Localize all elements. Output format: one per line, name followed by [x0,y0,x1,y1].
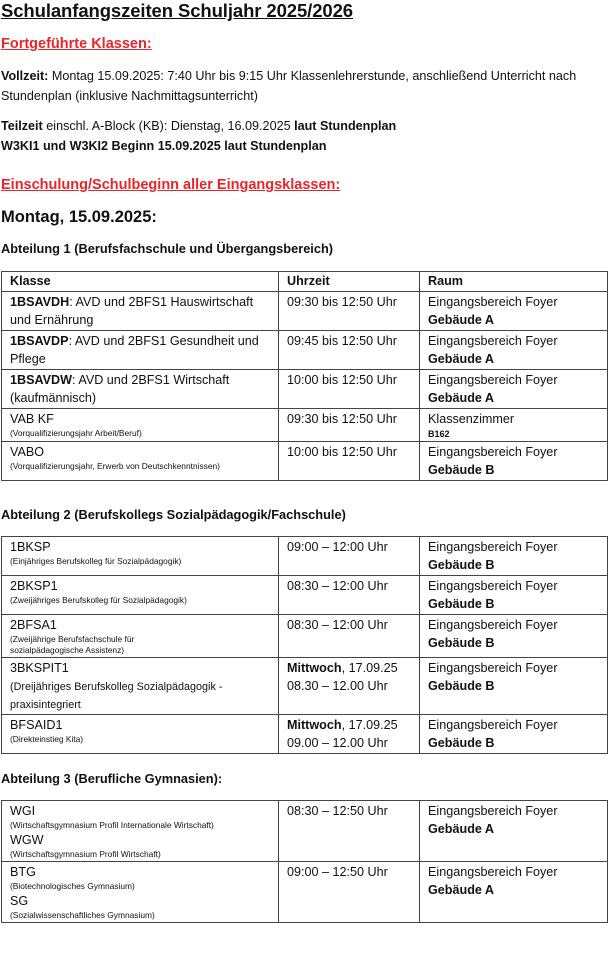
class-desc: (Wirtschaftsgymnasium Profil Wirtschaft) [10,849,161,859]
room-cell [420,658,608,715]
class-cell [2,409,279,442]
room-name: Klassenzimmer [428,412,515,426]
class-desc: (Sozialwissenschaftliches Gymnasium) [10,910,155,920]
room-cell [420,576,608,615]
class-code: 3BKSPIT1 [10,661,69,675]
dept2-heading: Abteilung 2 (Berufskollegs Sozialpädagogik/Fachschule) [1,507,346,522]
room-cell [420,862,608,923]
class-cell [2,801,279,862]
table-row [2,537,608,576]
col-header-class: Klasse [2,272,279,292]
class-code: 1BKSP [10,540,51,554]
table-row [2,658,608,715]
class-cell [2,576,279,615]
start-day: Montag, 15.09.2025: [1,208,157,226]
room-name: Eingangsbereich Foyer [428,718,558,732]
time-cell [279,715,420,754]
fulltime-paragraph [1,66,607,106]
room-number: B162 [428,429,450,439]
time-cell: 09:30 bis 12:50 Uhr [279,292,420,331]
class-cell [2,292,279,331]
time-cell: 10:00 bis 12:50 Uhr [279,370,420,409]
class-desc: (Zweijähriges Berufskolleg für Sozialpädagogik) [10,595,187,605]
class-desc: (Dreijähriges Berufskolleg Sozialpädagogik - praxisintegriert [10,681,223,711]
parttime-text: einschl. A-Block (KB): Dienstag, 16.09.2025 [42,119,295,133]
room-name: Eingangsbereich Foyer [428,295,558,309]
time-cell: 08:30 – 12:50 Uhr [279,801,420,862]
parttime-label: Teilzeit [1,119,43,133]
class-cell [2,537,279,576]
class-desc: : AVD und 2BFS1 Hauswirtschaft und Ernährung [10,295,254,327]
page-title: Schulanfangszeiten Schuljahr 2025/2026 [1,0,353,21]
weekday: Mittwoch [287,718,342,732]
class-code: BFSAID1 [10,718,63,732]
room-cell [420,370,608,409]
class-code: SG [10,894,29,908]
class-code: WGI [10,804,36,818]
time-cell: 10:00 bis 12:50 Uhr [279,442,420,481]
room-cell [420,615,608,658]
class-code: VABO [10,445,45,459]
table-row [2,862,608,923]
class-cell [2,658,279,715]
class-desc: : AVD und 2BFS1 Wirtschaft (kaufmännisch) [10,373,230,405]
building: Gebäude B [428,736,495,750]
class-cell [2,715,279,754]
table-row [2,801,608,862]
dept3-heading: Abteilung 3 (Berufliche Gymnasien): [1,771,223,786]
class-desc: (Direkteinstieg Kita) [10,734,84,744]
col-header-time: Uhrzeit [279,272,420,292]
class-code: VAB KF [10,412,54,426]
time-cell [279,658,420,715]
building: Gebäude A [428,883,495,897]
class-code: 1BSAVDP [10,334,69,348]
room-cell [420,292,608,331]
building: Gebäude A [428,391,495,405]
building: Gebäude A [428,352,495,366]
room-name: Eingangsbereich Foyer [428,373,558,387]
room-name: Eingangsbereich Foyer [428,804,558,818]
time-range: 08.30 – 12.00 Uhr [287,679,388,693]
class-code: BTG [10,865,36,879]
class-cell [2,442,279,481]
room-cell [420,801,608,862]
room-cell [420,331,608,370]
room-name: Eingangsbereich Foyer [428,579,558,593]
time-cell: 08:30 – 12:00 Uhr [279,576,420,615]
room-name: Eingangsbereich Foyer [428,865,558,879]
dept1-table [1,271,608,481]
class-code: 2BFSA1 [10,618,57,632]
time-cell: 08:30 – 12:00 Uhr [279,615,420,658]
class-cell [2,370,279,409]
class-desc: (Wirtschaftsgymnasium Profil Internationale Wirtschaft) [10,820,214,830]
table-row [2,370,608,409]
room-name: Eingangsbereich Foyer [428,618,558,632]
building: Gebäude B [428,679,495,693]
time-cell: 09:30 bis 12:50 Uhr [279,409,420,442]
building: Gebäude B [428,636,495,650]
table-row [2,409,608,442]
class-code: 2BKSP1 [10,579,58,593]
room-name: Eingangsbereich Foyer [428,445,558,459]
time-cell: 09:00 – 12:00 Uhr [279,537,420,576]
time-range: 09.00 – 12.00 Uhr [287,736,388,750]
table-row [2,442,608,481]
class-desc: (Biotechnologisches Gymnasium) [10,881,135,891]
table-row [2,576,608,615]
building: Gebäude A [428,313,495,327]
building: Gebäude B [428,597,495,611]
class-desc: (Vorqualifizierungsjahr Arbeit/Beruf) [10,428,142,438]
fulltime-text: Montag 15.09.2025: 7:40 Uhr bis 9:15 Uhr Klassenlehrerstunde, anschließend Unterricht nach Stundenplan (inklusive Nachmittagsunterricht) [1,69,577,103]
time-cell: 09:00 – 12:50 Uhr [279,862,420,923]
dept1-heading: Abteilung 1 (Berufsfachschule und Übergangsbereich) [1,241,334,256]
class-cell [2,331,279,370]
date: , 17.09.25 [341,718,398,732]
room-cell [420,442,608,481]
entry-classes-heading: Einschulung/Schulbeginn aller Eingangsklassen: [1,177,341,193]
room-cell [420,537,608,576]
class-desc: (Zweijährige Berufsfachschule für sozialpädagogische Assistenz) [10,634,135,655]
class-desc: (Einjähriges Berufskolleg für Sozialpädagogik) [10,556,182,566]
class-cell [2,615,279,658]
time-cell: 09:45 bis 12:50 Uhr [279,331,420,370]
class-desc: (Vorqualifizierungsjahr, Erwerb von Deutschkenntnissen) [10,461,220,471]
date: , 17.09.25 [341,661,398,675]
building: Gebäude A [428,822,495,836]
room-name: Eingangsbereich Foyer [428,540,558,554]
table-row [2,292,608,331]
room-cell [420,409,608,442]
continued-classes-heading: Fortgeführte Klassen: [1,36,152,52]
class-code: 1BSAVDH [10,295,70,309]
weekday: Mittwoch [287,661,342,675]
class-code: 1BSAVDW [10,373,73,387]
room-cell [420,715,608,754]
room-name: Eingangsbereich Foyer [428,334,558,348]
table-row [2,615,608,658]
w3-line: W3KI1 und W3KI2 Beginn 15.09.2025 laut Stundenplan [1,139,327,153]
fulltime-label: Vollzeit: [1,69,49,83]
table-header-row [2,272,608,292]
class-cell [2,862,279,923]
class-code: WGW [10,833,44,847]
parttime-tail: laut Stundenplan [294,119,397,133]
table-row [2,331,608,370]
table-row [2,715,608,754]
building: Gebäude B [428,463,495,477]
room-name: Eingangsbereich Foyer [428,661,558,675]
dept3-table [1,800,608,923]
parttime-paragraph [1,116,607,156]
col-header-room: Raum [420,272,608,292]
class-desc: : AVD und 2BFS1 Gesundheit und Pflege [10,334,259,366]
dept2-table [1,536,608,754]
building: Gebäude B [428,558,495,572]
